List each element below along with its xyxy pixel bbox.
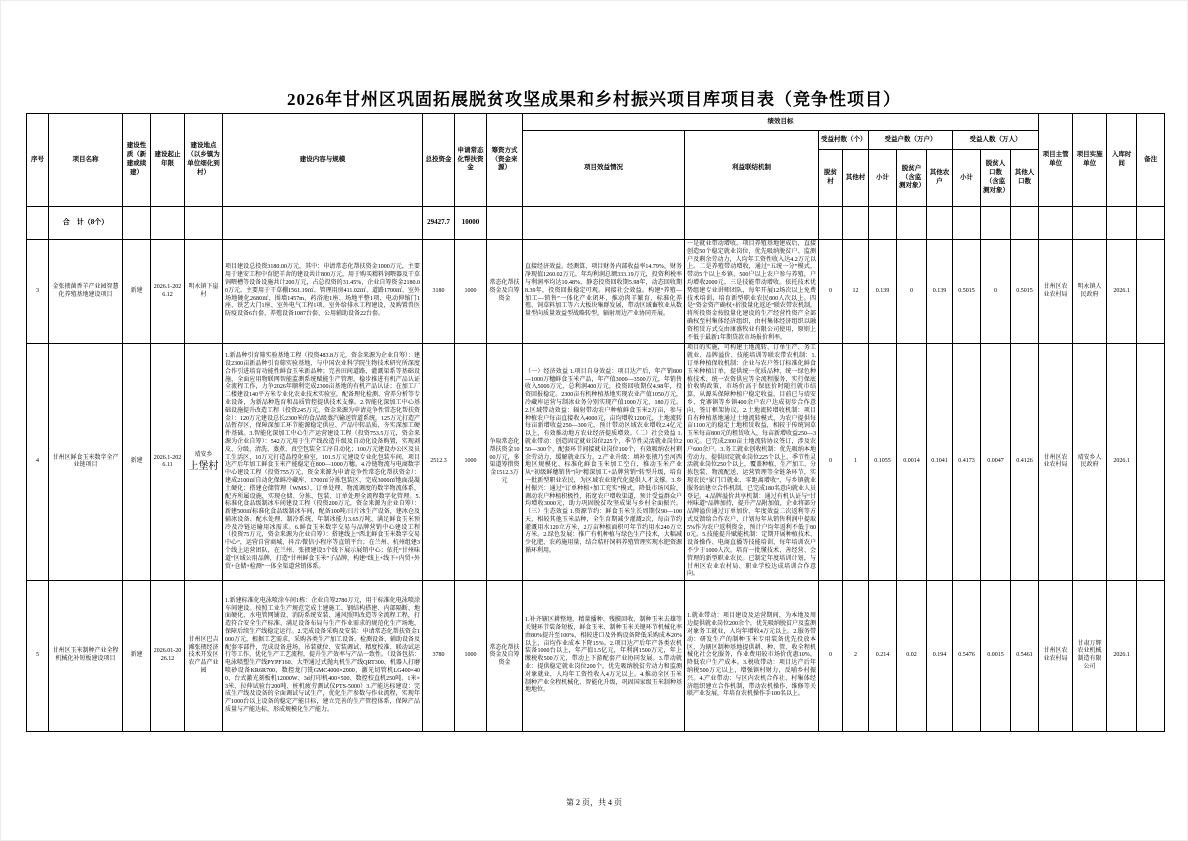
cell-location: 明永镇下崖村: [185, 240, 223, 344]
page-number: 第 2 页，共 4 页: [566, 798, 622, 807]
cell-apply-fund: 1000: [455, 581, 487, 732]
cell-project-name: 甘州区玉米制种产业全程机械化补短板建设项目: [49, 581, 123, 732]
cell-benefit: 直接经济效益。经测算，项目财务内部收益率14.79%，财务净现值1260.02万元。年均利润总额333.19万元，投资利税率与利润率均达10.48%，静态投资回收期5.98年，动态回收期8.39年，投资回报稳定可观。间接社会效益。构建“养殖—加工—销售”一体化产业闭环，推动肉羊繁育、标准化养殖、饲草料加工等六大板块集群发展，带动区域畜牧业从数量型向质量效益型战略转型，辐射周边产业协同开展。: [523, 240, 685, 344]
cell-apply-fund: 1000: [455, 344, 487, 581]
totals-empty: [953, 207, 981, 240]
totals-apply-fund: 10000: [455, 207, 487, 240]
cell-village-poor: 0: [819, 344, 843, 581]
cell-supervisor: 甘州区农业农村局: [1039, 344, 1073, 581]
col-header-linkage: 利益联结机制: [685, 131, 819, 207]
cell-linkage: 1.就业带动：项目建设及运营期间，为本地及周边提供就业岗位200余个，优先吸纳脱贫户及监测对象务工就业，人均年增收4万元以上。2.服务带动：研发生产的制种玉米专用装备优先投放本区，为辖区制种基地提供耕、种、管、收全程机械化社会化服务，作业费用较市场价优惠10%，降低农户生产成本。3.税收带动：项目达产后年纳税500万元以上，增强镇村财力，反哺乡村振兴。4.产业带动：与区内农机合作社、村集体经济组织建立合作机制，带动农机操作、维修等关联产业发展，年培育农机操作手100名以上。: [685, 581, 819, 732]
cell-implementer: 靖安乡人民政府: [1073, 344, 1107, 581]
cell-serial: 3: [27, 240, 49, 344]
totals-empty: [1039, 207, 1073, 240]
cell-remark: [1137, 240, 1165, 344]
group-header-villages: 受益村数（个）: [819, 131, 869, 150]
cell-nature: 新建: [123, 581, 151, 732]
location-village: 上堡村: [188, 460, 219, 472]
col-header-village-other: 其他村: [843, 150, 869, 207]
cell-pp-poor: 0: [981, 240, 1011, 344]
cell-location: 甘州区巴吉滩张掖经济技术开发区农产品产业园: [185, 581, 223, 732]
cell-pp-subtotal: 0.5015: [953, 240, 981, 344]
cell-serial: 4: [27, 344, 49, 581]
cell-serial: 5: [27, 581, 49, 732]
group-header-performance: 绩效目标: [523, 114, 1039, 131]
cell-benefit: 1.补齐辖区耕整地、精量播种、残膜回收、制种玉米去雄等关键环节装备短板，鲜食玉米、制种玉米关键环节机械化率由80%提升至100%，相较进口及外购设备降低采购成本20%以上，亩均作业成本下降15%。2.项目达产后年产各类农机装备1000台以上，年产值1.5亿元，年利润1500万元，年上缴税收500万元，带动上下游配套产业协同发展。3.带动就业：提供稳定就业岗位200个，优先吸纳脱贫劳动力和监测对象就业，人均年工资性收入4万元以上。4.推动全区玉米制种产业全程机械化、智能化升级，巩固国家级玉米制种基地地位。: [523, 581, 685, 732]
header-row-1: [27, 114, 1165, 131]
cell-content: 1.新品种引育筛实验基地工程（投资483.8万元，资金来源为企业自筹）：建设2300亩新品种引育筛实验基地，与中国农业科学院生物技术研究所深度合作引进培育功能性鲜食玉米新品种；完善田间道路、灌溉渠系等基础设施，全面应用物联网智能监测系统赋能生产管理，稳步推进有机产品认证全流程工作，力争2026年顺利完成2300亩基地的有机产品认证；在加工厂二楼建设140平方米专业化农业技术实验室，配备理化检测、营养分析等专业设备，为新品种选育和品质管控提供技术支撑。2.智能化深加工中心基础设施提升改造工程（投资245万元，资金来源为申请竞争性常态化帮扶资金）：120万元建设总长2300米的食品级蒸汽输送管道系统，125万元打造产品暂存区，保障深加工环节能源稳定供应、产品中转品质，夯实深加工硬件基础。3.智能化深加工中心生产运营建设工程（投资753.5万元，资金来源为企业自筹）：542万元用于生产线改造升级及自动化设备购置，实现剥皮、分级、清洗、蒸煮、真空包装全工序自动化；100万元建设办公区及员工生活区，10万元打造品控化验室，101.5万元建设专业化包装车间，项目达产后年加工鲜食玉米产能稳定在800—1000万穗。4.冷链物流与电商数字中心建设工程（投资755万元，资金来源为申请竞争性常态化帮扶资金）：建成2100㎡自动化保鲜冷藏库、1700㎡分拣包装区，完成3000㎡地面混凝土硬化；搭建仓储管理（WMS）、订单处理、物流调度的数字物流体系，配齐所属设施，实现仓储、分拣、包装、订单处理全流程数字化管理。5.标准化食品级制冰车间建设工程（投资200万元，资金来源为企业自筹）：新建500㎡标准化食品级制冰车间，配备100吨/日片冰生产设备，建冰仓及辅冰设备、配水处理、制冷系统，年制冰能力3.65万吨，满足鲜食玉米预冷及冷链运输用冰需求。6.鲜食玉米数字交易与品牌营销中心建设工程（投资75万元，资金来源为企业自筹）：搭建线上“西北鲜食玉米数字交易中心”，运营自营商城、抖音/微信小程序等直销平台；在兰州、杭州组建3个线上运营团队，在兰州、张掖建设3个线下展示展销中心；依托“甘州味道”区域公用品牌，打造“甘州鲜食玉米”子品牌，构建“线上+线下+内贸+外贸+仓储+检测”一体全渠道营销体系。: [223, 344, 423, 581]
totals-empty: [685, 207, 819, 240]
cell-hh-subtotal: 0.1055: [869, 344, 897, 581]
page-title: 2026年甘州区巩固拓展脱贫攻坚成果和乡村振兴项目库项目表（竞争性项目）: [287, 90, 901, 109]
cell-pp-subtotal: 0.5476: [953, 581, 981, 732]
cell-storage-time: 2026.1: [1107, 240, 1137, 344]
totals-empty: [869, 207, 897, 240]
totals-row: [27, 207, 1165, 240]
cell-village-other: 12: [843, 240, 869, 344]
col-header-pp-poor: 脱贫人口数（含监测对象）: [981, 150, 1011, 207]
totals-empty: [927, 207, 953, 240]
col-header-serial: 序号: [27, 114, 49, 207]
col-header-implementer: 项目实施单位: [1073, 114, 1107, 207]
col-header-storage-time: 入库时间: [1107, 114, 1137, 207]
cell-project-name: 甘州区鲜食玉米数字全产业链项目: [49, 344, 123, 581]
cell-nature: 新建: [123, 240, 151, 344]
cell-apply-fund: 1000: [455, 240, 487, 344]
cell-hh-poor: 0: [897, 240, 927, 344]
cell-nature: 新建: [123, 344, 151, 581]
project-table: [26, 113, 1165, 732]
totals-empty: [1011, 207, 1039, 240]
table-row: [27, 240, 1165, 344]
cell-financing: 争取常态化帮扶资金1000万元，多渠道筹措资金1512.3万元: [487, 344, 523, 581]
totals-label: 合 计（8个）: [49, 207, 123, 240]
cell-financing: 常态化帮扶资金及自筹资金: [487, 240, 523, 344]
cell-total-invest: 3180: [423, 240, 455, 344]
cell-storage-time: 2026.1: [1107, 344, 1137, 581]
cell-hh-subtotal: 0.139: [869, 240, 897, 344]
col-header-apply-fund: 申请常态化帮扶资金: [455, 114, 487, 207]
cell-benefit: （一）经济效益 1.项目自身效益：项目达产后，年产销800—1000万穗鲜食玉米产品，年产值3000—3500万元，年销售收入5000万元，总利润400万元，投资回收期仅4.98年，投资回报稳定。2300亩有机种植基地实现农业产值1050万元，冷藏库运营与制冰业务分别实现产值1000万元、180万元。2.区域带动效益：辐射带动农户种植鲜食玉米2万亩，参与种植农户每亩直接收入4000元，亩均增收1200元，土地流转每亩新增收益250—300元，预计带动区域农业增收2.4亿元以上，有效推动地方农业经济提质增效。（二）社会效益 1.就业带动：创造固定就业岗位225个，季节性灵活就业岗位250—300个，配套环节间接就业岗位100个，有效吸纳农村剩余劳动力，缓解就业压力。2.产业升级：填补张掖乃至河西地区规模化、标准化鲜食玉米加工空白，推动玉米产业从“初级鲜穗销售”向“精深加工+品牌营销”转型升级，培育一批新型职业农民，为区域农业现代化提供人才支撑。3.乡村振兴：通过“订单种植+加工充实”模式，降低市场风险，调动农户种植积极性，拓宽农户增收渠道，预计受益群众户均增收3000元，助力巩固脱贫攻坚成果与乡村全面振兴。（三）生态效益 1.资源节约：鲜食玉米生长周期仅90—100天，相较其他玉米品种，全生育期减少灌溉2次，每亩节约灌溉用水120立方米，2万亩种植面积可年节约用水240万立方米。2.绿色发展：推广有机种植与绿色生产技术，大幅减少化肥、农药施用量，结合秸秆饲料养殖管理实现水肥资源循环利用。: [523, 344, 685, 581]
totals-total-invest: 29427.7: [423, 207, 455, 240]
totals-serial: [27, 207, 49, 240]
cell-hh-poor: 0.02: [897, 581, 927, 732]
totals-empty: [1107, 207, 1137, 240]
totals-empty: [1137, 207, 1165, 240]
cell-pp-other: 0.4126: [1011, 344, 1039, 581]
totals-empty: [523, 207, 685, 240]
cell-years: 2026.1-2026.12: [151, 240, 185, 344]
col-header-pp-subtotal: 小计: [953, 150, 981, 207]
cell-pp-other: 0.5015: [1011, 240, 1039, 344]
col-header-project-name: 项目名称: [49, 114, 123, 207]
totals-empty: [487, 207, 523, 240]
cell-content: 项目建设总投资3180.00万元，其中：申请常态化帮扶资金1000万元，主要用于建安工程中育肥羊舍的建设共计800万元，用于购买精料饲喂器及干草饲喂槽等设备设施共计200万元，占总投资的31.45%，企业自筹资金2180.00万元。主要用于干草棚1561.19㎡、管理用房411.02㎡、道路1700㎡、室外场地硬化2680㎡、围墙1457m、药浴池1座、场地平整1项、电动伸缩门1座、铁艺大门1座、室外电气工程1项、室外给排水工程建设，及购置兽医防疫设备6台套、养殖设备1087台套、公用辅助设备22台套。: [223, 240, 423, 344]
totals-empty: [897, 207, 927, 240]
cell-hh-subtotal: 0.214: [869, 581, 897, 732]
cell-pp-poor: 0.0047: [981, 344, 1011, 581]
col-header-total-invest: 总投资金: [423, 114, 455, 207]
cell-storage-time: 2026.1: [1107, 581, 1137, 732]
totals-empty: [843, 207, 869, 240]
totals-empty: [819, 207, 843, 240]
totals-empty: [151, 207, 185, 240]
cell-remark: [1137, 344, 1165, 581]
cell-implementer: 甘肃万辉农业机械制造有限公司: [1073, 581, 1107, 732]
col-header-location: 建设地点（以乡镇为单位细化到村）: [185, 114, 223, 207]
totals-empty: [223, 207, 423, 240]
col-header-benefit: 项目效益情况: [523, 131, 685, 207]
totals-empty: [1073, 207, 1107, 240]
totals-empty: [981, 207, 1011, 240]
cell-remark: [1137, 581, 1165, 732]
group-header-people: 受益人数（万人）: [953, 131, 1039, 150]
col-header-hh-other: 其他农户: [927, 150, 953, 207]
cell-village-poor: 0: [819, 240, 843, 344]
col-header-remark: 备注: [1137, 114, 1165, 207]
cell-years: 2026.01-2026.12: [151, 581, 185, 732]
cell-total-invest: 3780: [423, 581, 455, 732]
cell-location: [185, 344, 223, 581]
col-header-financing: 筹资方式（资金来源）: [487, 114, 523, 207]
cell-pp-poor: 0.0015: [981, 581, 1011, 732]
location-township: 靖安乡: [194, 451, 213, 458]
col-header-hh-subtotal: 小计: [869, 150, 897, 207]
cell-hh-other: 0.1041: [927, 344, 953, 581]
cell-linkage: 一是就业带动增收。项目养殖基地建成后，直接创造50个稳定就业岗位，优先吸纳脱贫户、监测户及剩余劳动力，人均年工资性收入达4.2万元以上。二是养殖带动增收，通过“五统一分”模式，带动5个以上乡镇、500户以上农户参与养殖，户均增收2000元。三是技能带动增收。依托技术优势组建专业讲师团队，每年开展12场次以上免费技术培训，培育新型职业农民800人次以上。四是“资金资产确权+折股量化返还”联农带农机制，将所投资金按股量化建设的生产经营性资产全部确权至村集体经济组织，由村集体经济组织以融资租赁方式交由康盛牧业有限公司使用，原则上不低于最新1年期贷款市场报价利率。: [685, 240, 819, 344]
col-header-pp-other: 其他人口数: [1011, 150, 1039, 207]
col-header-village-poor: 脱贫村: [819, 150, 843, 207]
totals-empty: [185, 207, 223, 240]
cell-pp-other: 0.5461: [1011, 581, 1039, 732]
group-header-households: 受益户数（万户）: [869, 131, 953, 150]
cell-hh-other: 0.139: [927, 240, 953, 344]
cell-supervisor: 甘州区农业农村局: [1039, 240, 1073, 344]
cell-village-other: 1: [843, 344, 869, 581]
cell-total-invest: 2512.3: [423, 344, 455, 581]
col-header-hh-poor: 脱贫户（含监测对象）: [897, 150, 927, 207]
table-row: [27, 581, 1165, 732]
col-header-years: 建设起止年限: [151, 114, 185, 207]
col-header-nature: 建设性质（新建或续建）: [123, 114, 151, 207]
table-row: [27, 344, 1165, 581]
cell-village-poor: 0: [819, 581, 843, 732]
cell-village-other: 2: [843, 581, 869, 732]
cell-pp-subtotal: 0.4173: [953, 344, 981, 581]
cell-supervisor: 甘州区农业农村局: [1039, 581, 1073, 732]
cell-implementer: 明永镇人民政府: [1073, 240, 1107, 344]
cell-years: 2026.1-2026.11: [151, 344, 185, 581]
cell-hh-poor: 0.0014: [897, 344, 927, 581]
cell-linkage: 项目的实施，可构建土地流转、订单生产、务工就业、品牌溢价、技能培训等联农带农机制：1.订单种植保收机制：企业与农户签订标准化鲜食玉米种植订单，提供统一优质品种、统一绿色种植技术、统一农资供应等全流程服务，实行保底价收购政策，市场价高于保底价时随行就市结算，从源头保障种植户稳定收益。目前已与靖安乡、党寨镇等乡镇400余户农户达成初步合作意向，签订框架协议。2.土地流转增收机制：项目自有种植基地通过土地流转模式，为农户提供每亩1100元的稳定土地租赁收益，相较于传统饲草玉米每亩800元的租赁收入，每亩新增收益250—300元。已完成2300亩土地流转协议签订，涉及农户600余户。3.务工就业创收机制：优先吸纳本地劳动力，提供固定就业岗位225个以上、季节性灵活就业岗位250个以上，覆盖种植、生产加工、分拣包装、物流配送、运营管理等全链条环节，实现农民“家门口就业、零距离增收”，与乡镇就业服务站建立合作机制，已完成180名意向就业人员登记。4.品牌溢价共享机制：通过有机认证与“甘州味道”品牌加持，提升产品附加值，企业将部分品牌溢价通过订单加价、年度效益二次返利等方式反馈给合作农户，计划每年从销售利润中提取5%作为农户返利资金，预计户均年返利不低于800元。5.技能提升赋能机制：定期开展种植技术、设备操作、电商直播等技能培训，每年培训农户不少于1000人次，培育一批懂技术、善经营、会管理的新型职业农民。已制定年度培训计划，与甘州区农业农村局、职业学校达成培训合作意向。: [685, 344, 819, 581]
cell-content: 1.新建标准化电泳喷涂车间1栋：企业自筹2780万元，用于标准化电泳喷涂车间建设。按照工业生产规范完成土建施工、钢结构搭建、内部隔断、地面硬化、水电管网铺设、消防系统安装、通风照明改造等全流程工程，打造符合安全生产标准、满足设备布局与生产作业需求的规范化生产场地，保障后续生产线稳定运行。2.完成设备采购及安装：申请常态化帮扶资金1000万元，根据工艺需求，采购各类生产加工设备、检测设备、辅助设备及配套零部件，完成设备进场、吊装就位、安装调试、精度校准、联动试运行等工作，优化生产工艺流程，提升生产效率与产品一致性。（设备包括：电泳喷塑生产线PYPF160、大型通过式抛丸机生产线QRT300、机器人打磨喷砂设备KR6R700、数控龙门铣GMC4000×2000、激光切管机LG400×400、台式激光刻板机12000W、3d打印机400×500、数控校直机250吨、1米×3米、拉伸试验台200吨、桩机疲劳测试仪PTS-5000）3.产能达标建设：完成生产线及设备的全面调试与试生产，优化生产参数与作业流程，实现年产1000台以上设备的稳定产能目标，建立完善的生产管控体系，保障产品质量与产能达标，形成规模化生产能力。: [223, 581, 423, 732]
col-header-content: 建设内容与规模: [223, 114, 423, 207]
col-header-supervisor: 项目主管单位: [1039, 114, 1073, 207]
cell-project-name: 金张掖菌香羊产业园智慧化养殖基地建设项目: [49, 240, 123, 344]
cell-financing: 常态化帮扶资金及自筹资金: [487, 581, 523, 732]
cell-hh-other: 0.194: [927, 581, 953, 732]
totals-empty: [123, 207, 151, 240]
